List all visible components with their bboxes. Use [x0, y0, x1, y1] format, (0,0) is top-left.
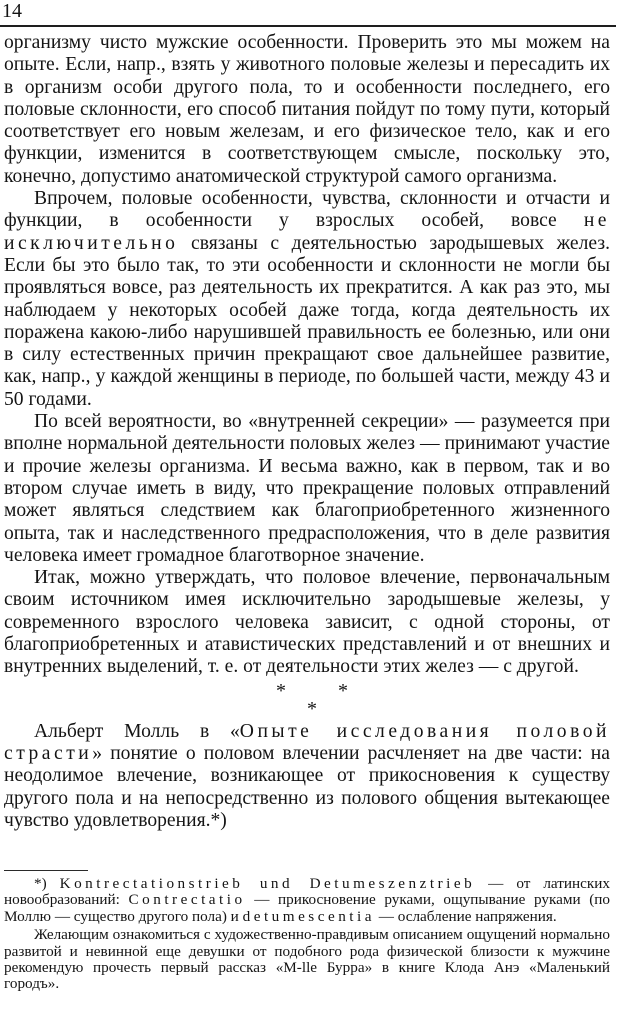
footnote-term: Contrectatio: [128, 891, 246, 909]
separator-star: *: [276, 679, 286, 702]
footnote-text: — прикосновение руками, ощупывание руками (по Моллю — существо другого пола) и: [4, 891, 610, 925]
footnote-text: — от латинских новообразований:: [4, 875, 610, 909]
section-separator: [4, 679, 610, 721]
footnote-term: detumescentia: [242, 907, 375, 925]
book-title-spaced: Опыте исследования половой страсти: [4, 720, 610, 764]
main-text: [4, 32, 610, 832]
footnote-rule: [4, 870, 88, 871]
header-rule: [0, 25, 616, 27]
paragraph-2-end: связаны с деятельностью зародышевых желез. Если бы это было так, то эти особенности и склонности не могли бы проявляться вовсе, раз деятельность их прекратится. А как раз это, мы наблюдаем у некоторых особей даже тогда, когда деятельность их поражена какою-либо нарушившей правильность ее болезнью, или они в силу естественных причин прекращают свое дальнейшее развитие, как, напр., у каждой женщины в периоде, по большей части, между 43 и 50 годами.: [4, 232, 610, 410]
footnote-2: Желающим ознакомиться с художественно-правдивым описанием ощущений нормально развитой и невинной еще девушки от подобного рода физической близости к мужчине рекомендую прочесть первый рассказ «М-lle Бурра» в книге Клода Анэ «Маленький городъ».: [4, 926, 610, 993]
separator-star: *: [338, 679, 348, 702]
footnote-1: [4, 876, 610, 925]
footnotes: [4, 876, 610, 993]
paragraph-1: организму чисто мужские особенности. Проверить это мы можем на опыте. Если, напр., взять у животного половые железы и пересадить их в организм особи другого пола, то и особенности последнего, его половые склонности, его способ питания пойдут по тому пути, который соответствует его новым железам, и его физическое тело, как и его функции, изменится в соответствующем смысле, поскольку это, конечно, допустимо анатомической структурой самого организма.: [4, 32, 610, 187]
paragraph-2: [4, 188, 610, 411]
paragraph-5: [4, 721, 610, 832]
footnote-term: Kontrectationstrieb und Detumeszenztrieb: [59, 875, 476, 892]
paragraph-2-start: Впрочем, половые особенности, чувства, склонности и отчасти и функции, в особенности у взрослых особей, вовсе: [4, 188, 610, 232]
separator-star: *: [307, 697, 317, 720]
page-number: 14: [2, 0, 22, 22]
paragraph-4: Итак, можно утверждать, что половое влечение, первоначальным своим источником имея исключительно зародышевые железы, у современного взрослого человека зависит, с одной стороны, от благоприобретенных и атавистических представлений и от внешних и внутренних выделений, т. е. от деятельности этих желез — с другой.: [4, 567, 610, 678]
emphasis-spaced-text: не исключительно: [4, 210, 610, 254]
paragraph-3: По всей вероятности, во «внутренней секреции» — разумеется при вполне нормальной деятельности половых желез — принимают участие и прочие железы организма. И весьма важно, как в первом, так и во втором случае иметь в виду, что прекращение половых отправлений может являться следствием как благоприобретенного жизненного опыта, так и наследственного предрасположения, что в деле развития человека имеет громадное благотворное значение.: [4, 411, 610, 566]
footnote-text: — ослабление напряжения.: [374, 907, 557, 925]
paragraph-5-end: » понятие о половом влечении расчленяет на две части: на неодолимое влечение, возникающее от прикосновения к существу другого пола и на непосредственно из полового общения вытекающее чувство удовлетворения.*): [4, 742, 610, 831]
paragraph-5-start: Альберт Молль в «: [34, 720, 240, 742]
footnote-marker: *): [34, 875, 60, 892]
